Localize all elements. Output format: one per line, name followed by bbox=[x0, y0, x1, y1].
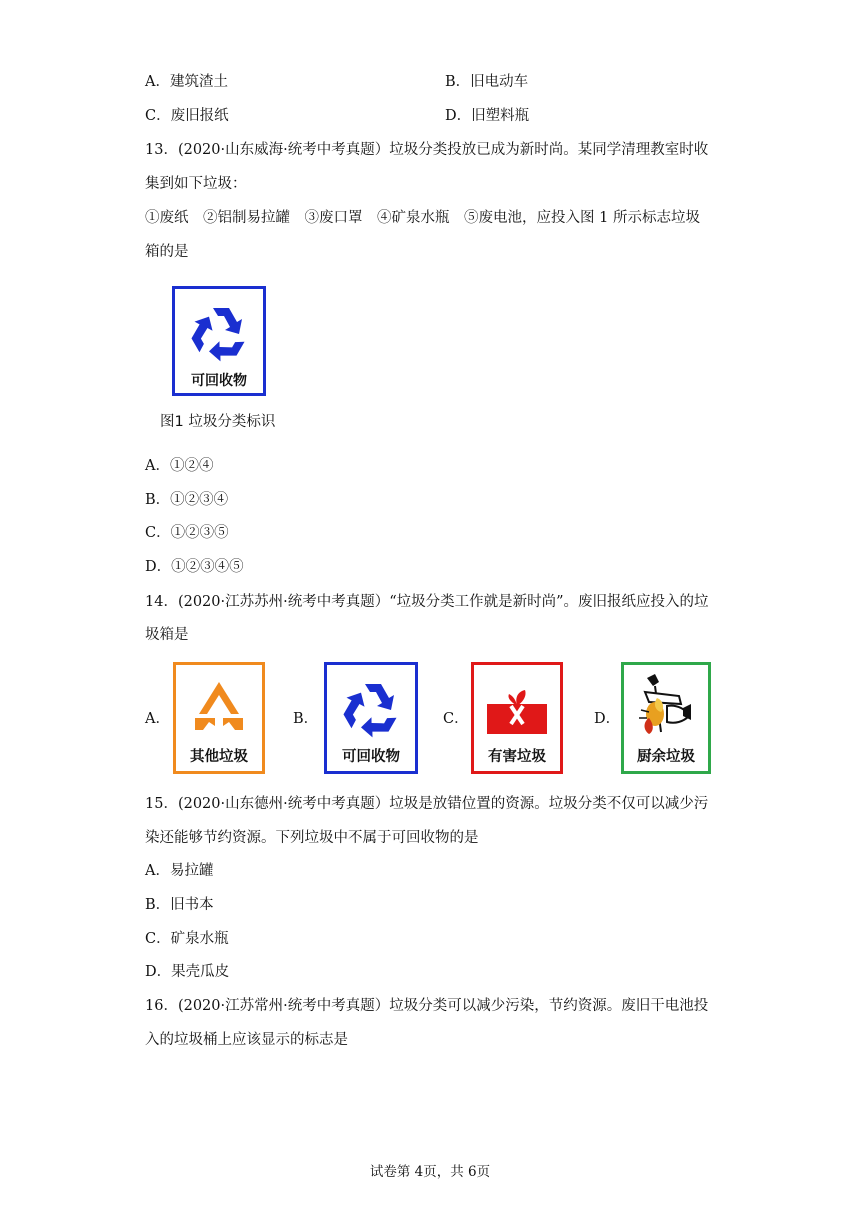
page-footer: 试卷第 4页，共 6页 bbox=[369, 1164, 491, 1180]
sign-label: 其他垃圾 bbox=[190, 749, 248, 765]
sign-label: 厨余垃圾 bbox=[637, 749, 695, 765]
q14-option-a-letter: A． bbox=[145, 711, 170, 727]
option-text: 建筑渣土 bbox=[169, 74, 228, 90]
q14-option-d-kitchen-waste-sign bbox=[621, 662, 711, 778]
q13-stem-line-3: ①废纸 ②铝制易拉罐 ③废口罩 ④矿泉水瓶 ⑤废电池，应投入图 1 所示标志垃圾 bbox=[145, 210, 700, 226]
q15-stem-line-2: 染还能够节约资源。下列垃圾中不属于可回收物的是 bbox=[145, 830, 479, 846]
option-text: ①②③④⑤ bbox=[171, 559, 244, 575]
option-text: 易拉罐 bbox=[169, 863, 214, 879]
q16-stem-line-1: 16．(2020·江苏常州·统考中考真题）垃圾分类可以减少污染，节约资源。废旧干电池投 bbox=[145, 998, 709, 1014]
q15-option-b bbox=[145, 895, 214, 915]
option-text: ①②③⑤ bbox=[170, 525, 229, 541]
option-letter: C． bbox=[145, 108, 171, 124]
option-letter: D． bbox=[145, 559, 172, 575]
option-text: 矿泉水瓶 bbox=[170, 931, 229, 947]
q15-stem-line-1: 15．(2020·山东德州·统考中考真题）垃圾是放错位置的资源。垃圾分类不仅可以减少污 bbox=[145, 796, 709, 812]
q13-option-c bbox=[145, 523, 229, 543]
option-letter: B． bbox=[145, 492, 171, 508]
q15-option-a bbox=[145, 861, 213, 881]
q14-option-a-other-waste-sign bbox=[173, 662, 265, 778]
q14-option-b-recyclable-sign bbox=[324, 662, 418, 778]
option-letter: D． bbox=[145, 964, 172, 980]
sign-label: 可回收物 bbox=[191, 373, 247, 389]
q15-option-d bbox=[145, 962, 229, 982]
q13-option-b bbox=[145, 490, 228, 510]
option-text: 废旧报纸 bbox=[170, 108, 229, 124]
q12-option-c bbox=[145, 106, 229, 126]
hazardous-waste-icon bbox=[487, 684, 547, 734]
option-letter: B． bbox=[145, 897, 171, 913]
option-letter: A． bbox=[145, 458, 170, 474]
option-letter: D． bbox=[445, 108, 472, 124]
option-text: 旧电动车 bbox=[470, 74, 529, 90]
q12-option-d bbox=[445, 106, 529, 126]
option-text: 旧塑料瓶 bbox=[471, 108, 530, 124]
q12-option-a bbox=[145, 72, 228, 92]
q14-option-b-letter: B． bbox=[293, 711, 319, 727]
option-letter: C． bbox=[145, 931, 171, 947]
q13-option-d bbox=[145, 557, 244, 577]
q13-stem-line-2: 集到如下垃圾： bbox=[145, 176, 247, 192]
q14-stem-line-2: 圾箱是 bbox=[145, 627, 189, 643]
option-letter: A． bbox=[145, 74, 170, 90]
option-letter: B． bbox=[445, 74, 471, 90]
q16-stem-line-2: 入的垃圾桶上应该显示的标志是 bbox=[145, 1032, 348, 1048]
option-text: 旧书本 bbox=[170, 897, 214, 913]
q13-stem-line-1: 13．(2020·山东威海·统考中考真题）垃圾分类投放已成为新时尚。某同学清理教室时收 bbox=[145, 142, 709, 158]
q12-option-b bbox=[445, 72, 528, 92]
q13-stem-line-4: 箱的是 bbox=[145, 244, 189, 260]
q14-option-d-letter: D． bbox=[594, 711, 621, 727]
sign-label: 可回收物 bbox=[342, 749, 400, 765]
option-text: ①②③④ bbox=[170, 492, 229, 508]
q14-stem-line-1: 14．(2020·江苏苏州·统考中考真题）“垃圾分类工作就是新时尚”。废旧报纸应投入的垃 bbox=[145, 594, 709, 610]
option-letter: C． bbox=[145, 525, 171, 541]
option-text: ①②④ bbox=[169, 458, 214, 474]
sign-label: 有害垃圾 bbox=[488, 749, 546, 765]
q15-option-c bbox=[145, 929, 229, 949]
q13-figure-caption: 图1 垃圾分类标识 bbox=[160, 414, 276, 430]
q13-recyclable-sign bbox=[172, 286, 266, 400]
q14-option-c-letter: C． bbox=[443, 711, 469, 727]
option-letter: A． bbox=[145, 863, 170, 879]
option-text: 果壳瓜皮 bbox=[171, 964, 230, 980]
q13-option-a bbox=[145, 456, 213, 476]
q14-option-c-hazardous-sign bbox=[471, 662, 563, 778]
